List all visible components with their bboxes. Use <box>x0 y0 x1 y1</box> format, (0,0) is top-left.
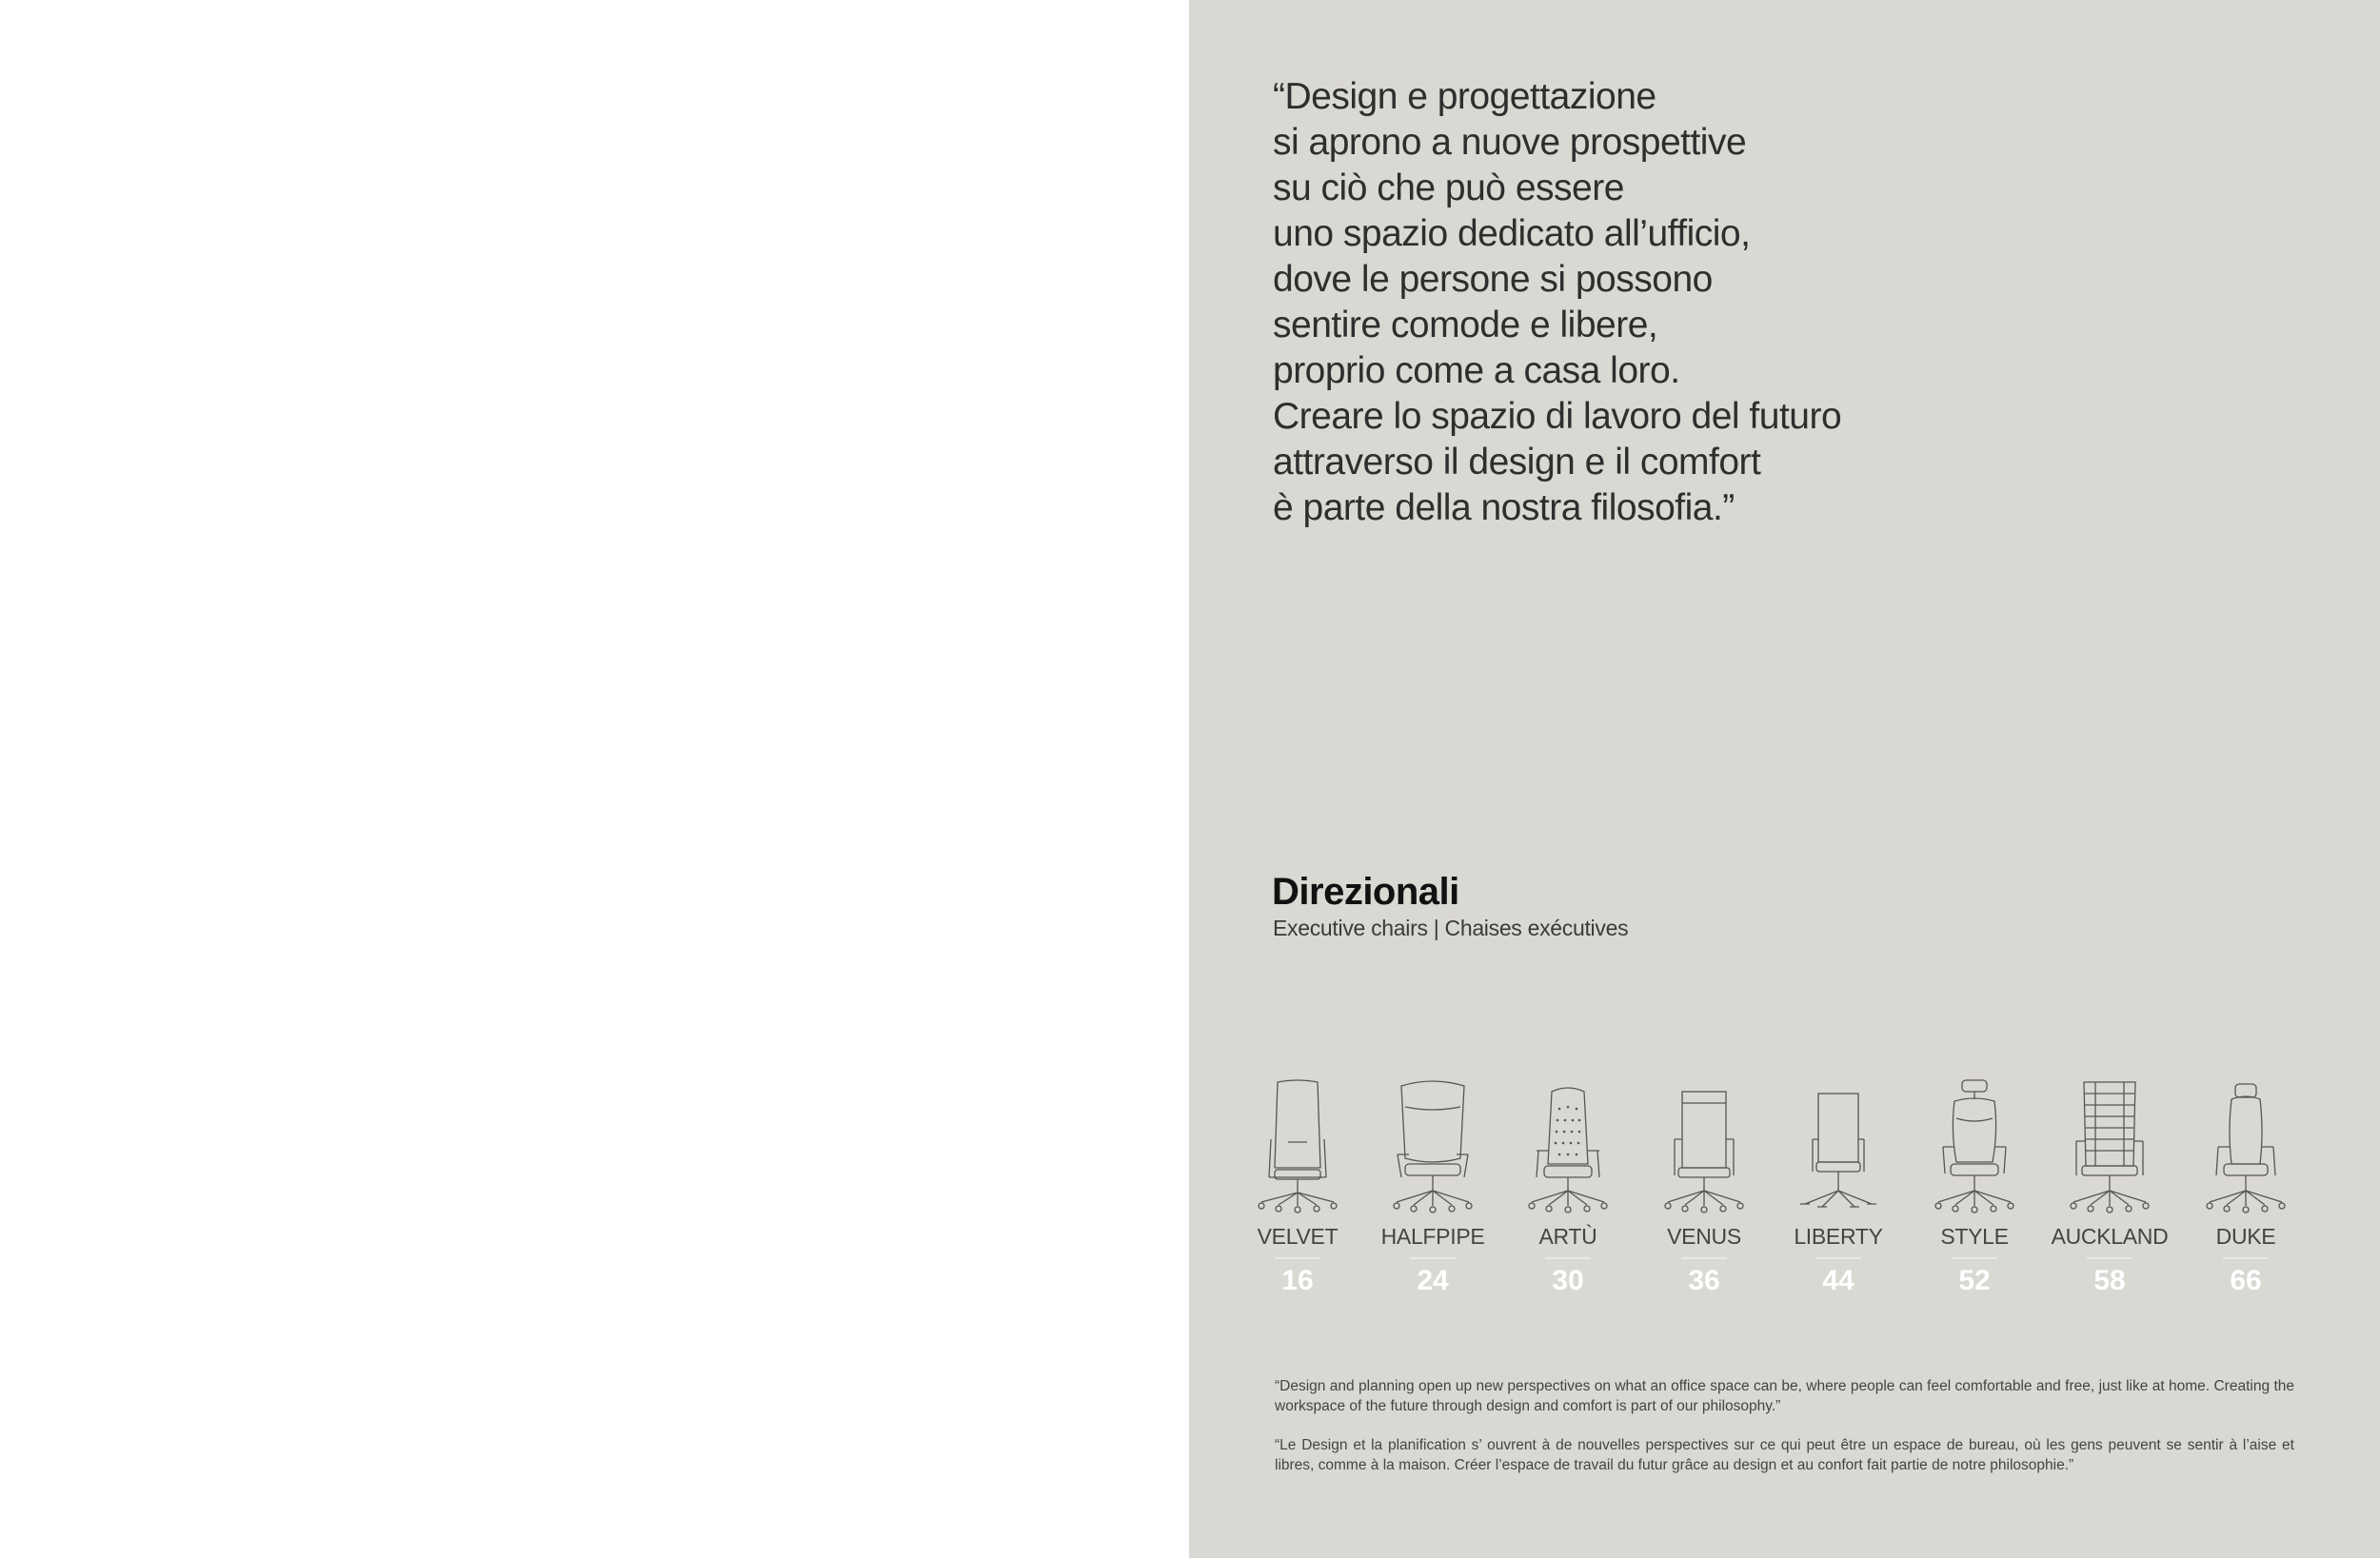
chair-item-venus[interactable] <box>1628 1071 1780 1297</box>
quote-line: Creare lo spazio di lavoro del futuro <box>1273 396 1842 437</box>
chair-page-number: 52 <box>1958 1265 1991 1296</box>
italian-quote <box>1273 74 2130 531</box>
chair-divider <box>1545 1257 1591 1259</box>
chair-name: LIBERTY <box>1794 1224 1883 1249</box>
quote-line: su ciò che può essere <box>1273 168 1624 208</box>
chair-name: HALFPIPE <box>1380 1224 1485 1249</box>
quote-line: dove le persone si possono <box>1273 259 1713 300</box>
blank-left-page <box>0 0 1189 1558</box>
chair-page-number: 66 <box>2230 1265 2262 1296</box>
chair-page-number: 58 <box>2093 1265 2126 1296</box>
style-chair-icon <box>1922 1071 2027 1218</box>
chair-page-number: 16 <box>1281 1265 1314 1296</box>
venus-chair-icon <box>1652 1071 1756 1218</box>
chair-item-halfpipe[interactable] <box>1357 1071 1509 1297</box>
chair-item-artu[interactable] <box>1492 1071 1644 1297</box>
quote-line: uno spazio dedicato all’ufficio, <box>1273 213 1751 254</box>
chair-page-number: 24 <box>1417 1265 1449 1296</box>
section-title: Direzionali <box>1272 871 1459 913</box>
chair-divider <box>1815 1257 1861 1259</box>
halfpipe-chair-icon <box>1380 1071 1485 1218</box>
auckland-chair-icon <box>2057 1071 2162 1218</box>
chair-name: DUKE <box>2215 1224 2276 1249</box>
right-page <box>1189 0 2380 1558</box>
quote-line: sentire comode e libere, <box>1273 305 1658 345</box>
chair-divider <box>2087 1257 2132 1259</box>
quote-line: attraverso il design e il comfort <box>1273 442 1761 483</box>
chair-item-duke[interactable] <box>2170 1071 2322 1297</box>
duke-chair-icon <box>2193 1071 2298 1218</box>
chair-item-liberty[interactable] <box>1762 1071 1914 1297</box>
chair-divider <box>1410 1257 1456 1259</box>
chair-divider <box>1681 1257 1727 1259</box>
chair-divider <box>1952 1257 1997 1259</box>
chair-item-velvet[interactable] <box>1221 1071 1374 1297</box>
chair-name: ARTÙ <box>1538 1224 1597 1249</box>
liberty-chair-icon <box>1786 1071 1891 1218</box>
chair-name: VELVET <box>1257 1224 1339 1249</box>
chair-name: AUCKLAND <box>2051 1224 2169 1249</box>
chair-page-number: 30 <box>1552 1265 1584 1296</box>
artu-chair-icon <box>1516 1071 1620 1218</box>
chair-page-number: 36 <box>1688 1265 1720 1296</box>
chair-name: STYLE <box>1940 1224 2009 1249</box>
chair-page-number: 44 <box>1822 1265 1854 1296</box>
section-subtitle: Executive chairs | Chaises exécutives <box>1273 916 1629 940</box>
quote-line: si aprono a nuove prospettive <box>1273 122 1747 163</box>
quote-line: è parte della nostra filosofia.” <box>1273 487 1735 528</box>
chair-item-style[interactable] <box>1898 1071 2051 1297</box>
chair-item-auckland[interactable] <box>2033 1071 2186 1297</box>
velvet-chair-icon <box>1245 1071 1350 1218</box>
chair-divider <box>2223 1257 2269 1259</box>
chair-divider <box>1275 1257 1320 1259</box>
footer-notes <box>1275 1376 2294 1494</box>
chair-name: VENUS <box>1667 1224 1741 1249</box>
chair-index <box>1227 1071 2380 1299</box>
quote-line: “Design e progettazione <box>1273 76 1656 117</box>
french-translation: “Le Design et la planification s’ ouvrent à de nouvelles perspectives sur ce qui peut être un espace de bureau, où les gens peuvent se sentir à l’aise et libres, comme à la maison. Créer l’espace de travail du futur grâce au design et au confort fait partie de notre philosophie.” <box>1275 1437 2294 1473</box>
english-translation: “Design and planning open up new perspectives on what an office space can be, where people can feel comfortable and free, just like at home. Creating the workspace of the future through design and comfort is part of our philosophy.” <box>1275 1378 2294 1414</box>
quote-line: proprio come a casa loro. <box>1273 350 1680 391</box>
